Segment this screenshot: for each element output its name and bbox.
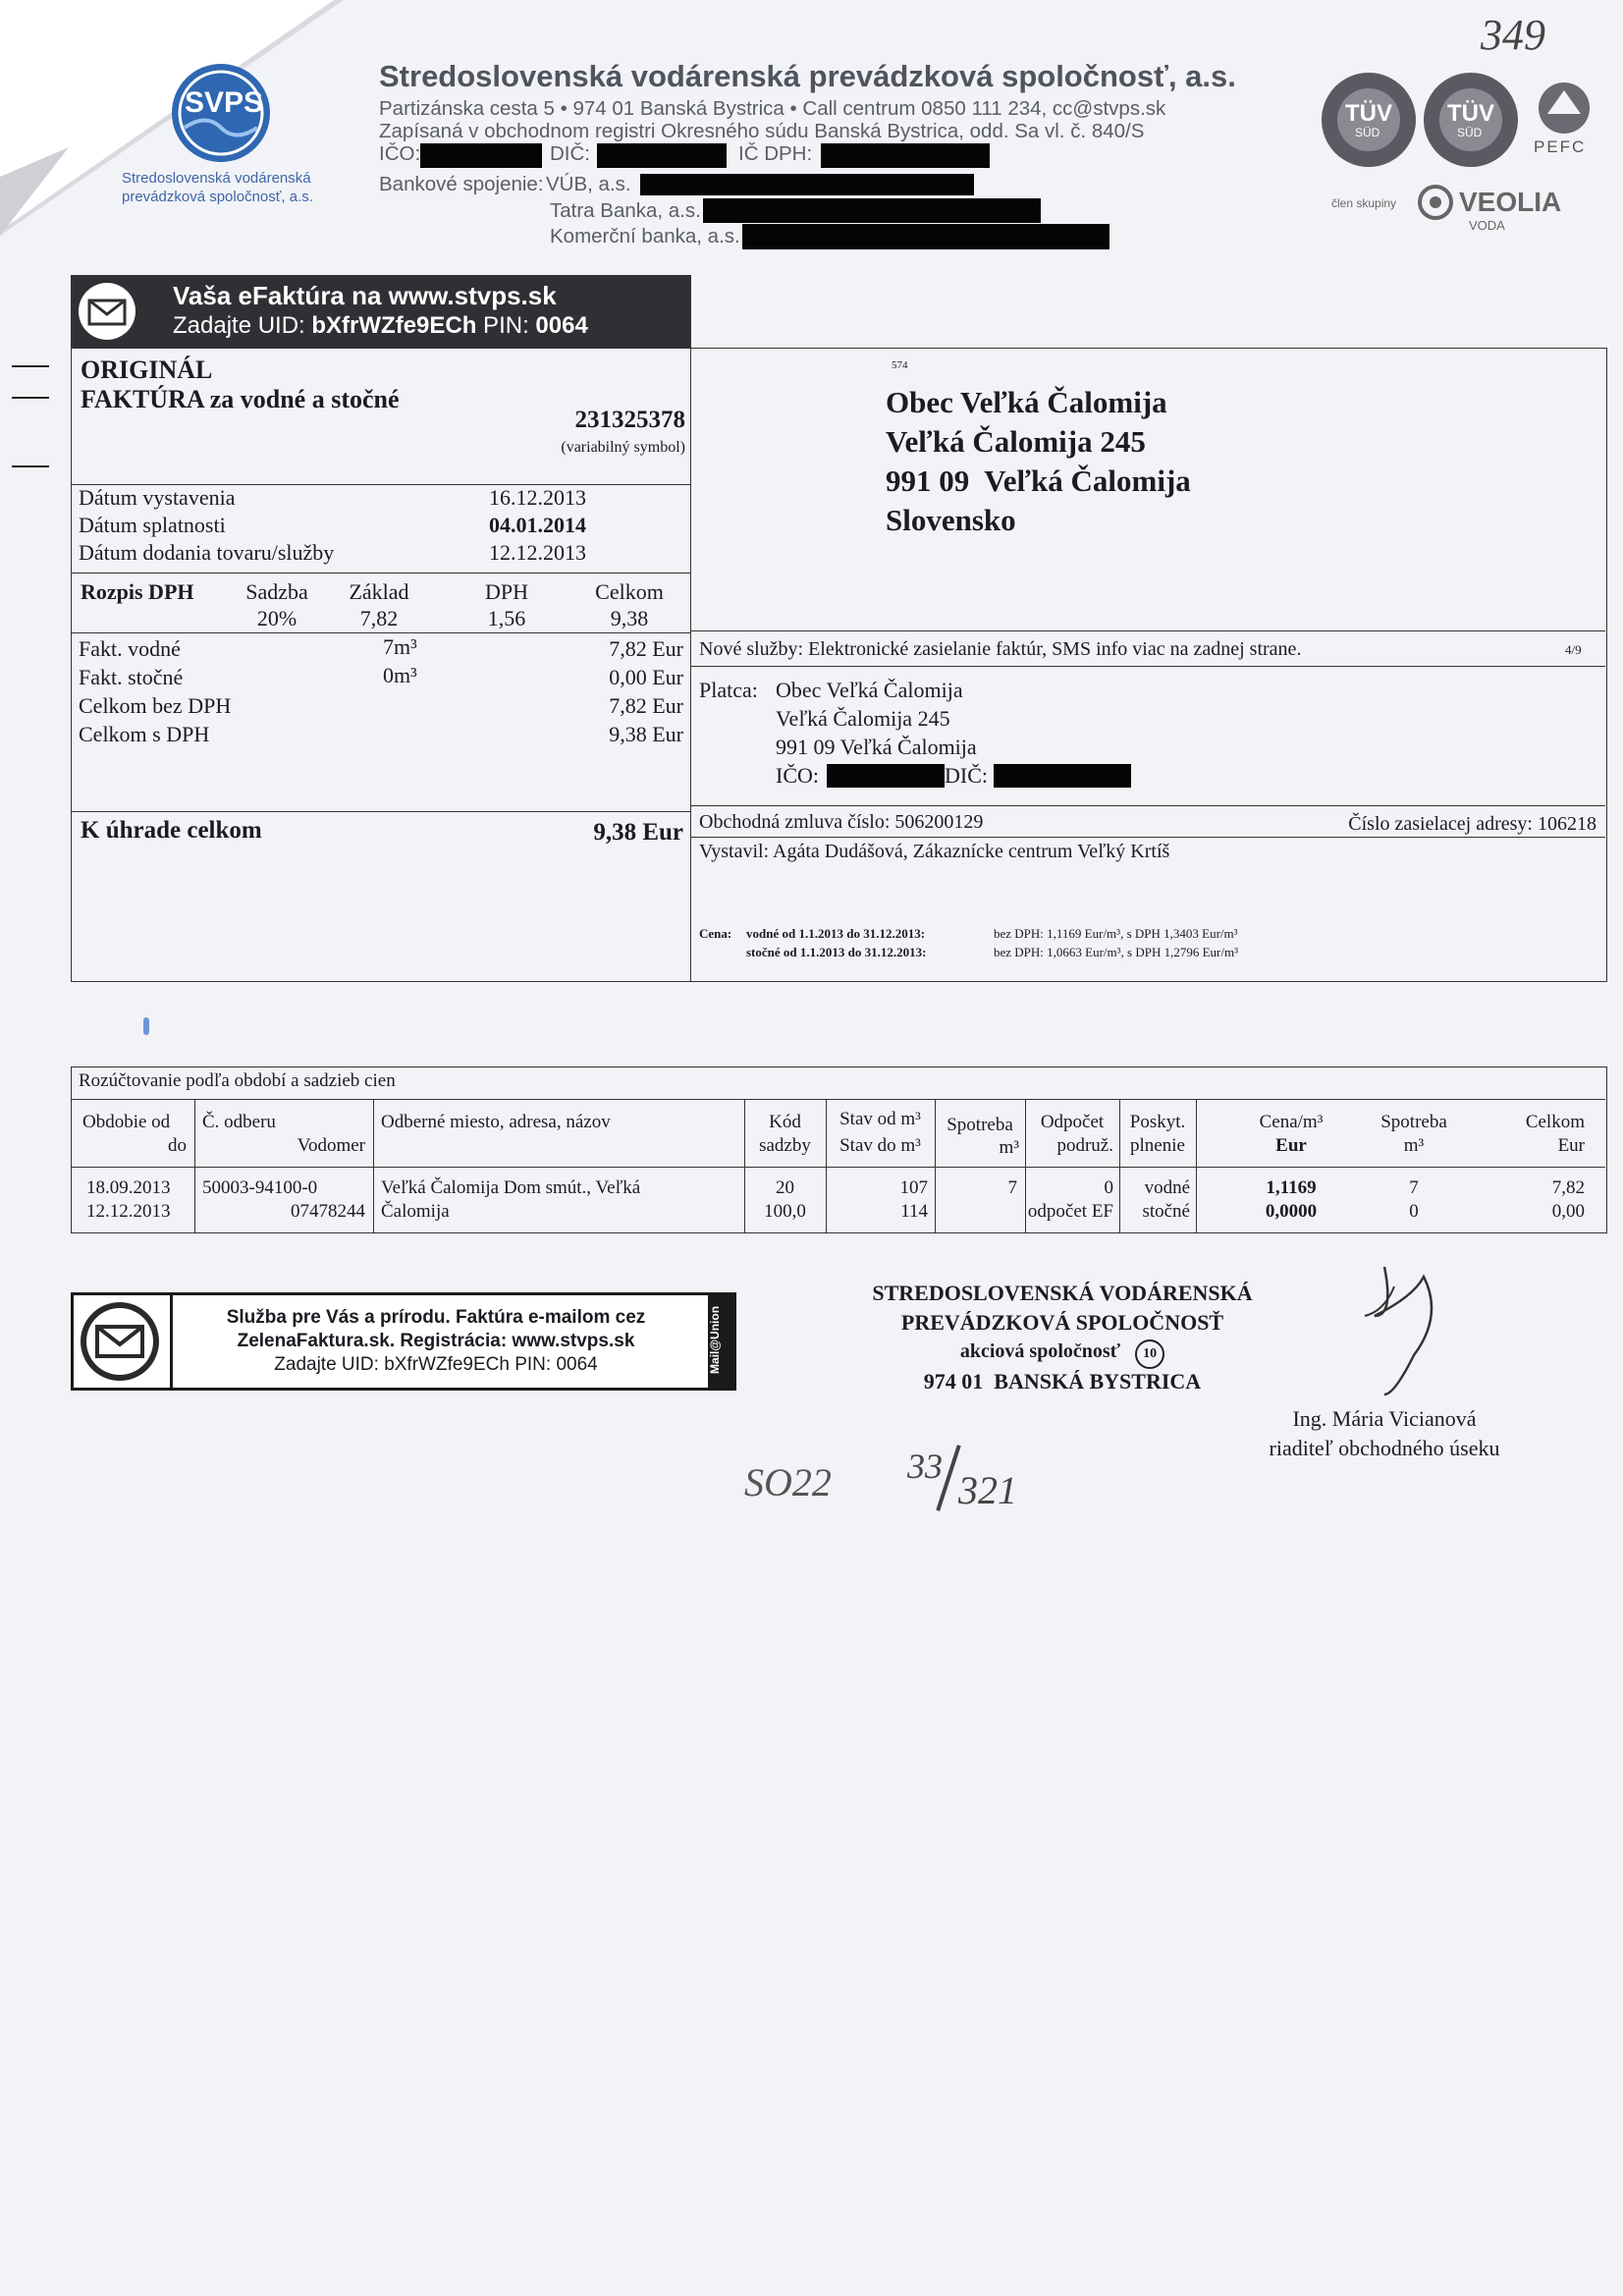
invoice-frame [71,348,1607,982]
hdr-cena-1: Cena/m³ [1259,1112,1324,1132]
hdr-miesto: Odberné miesto, adresa, názov [381,1112,611,1132]
dph-header: Sadzba [245,579,308,604]
row-spotreba: 7 [1007,1177,1017,1198]
row-stav-od: 107 [899,1177,928,1198]
member-label: člen skupiny [1331,196,1397,210]
recipient-line2: Veľká Čalomija 245 [886,424,1146,459]
payer-ico-label: IČO: [776,763,819,788]
green-line2: ZelenaFaktura.sk. Registrácia: www.stvps.sk [237,1331,635,1351]
green-line3: Zadajte UID: bXfrWZfe9ECh PIN: 0064 [274,1354,598,1375]
company-address: Partizánska cesta 5 • 974 01 Banská Bystrica • Call centrum 0850 111 234, cc@stvps.sk [379,97,1166,120]
hdr-odber-2: Vodomer [297,1135,365,1156]
redaction-payer-ico [827,764,945,788]
recipient-line3: 991 09 Veľká Čalomija [886,464,1191,498]
invoice-title-bold: FAKTÚRA [81,385,204,413]
pefc-logo: PEFC [1528,79,1600,167]
col-line-1 [194,1099,195,1232]
issued-by: Vystavil: Agáta Dudášová, Zákaznícke centrum Veľký Krtíš [699,841,1170,862]
recipient-line4: Slovensko [886,503,1016,537]
signature [1355,1257,1463,1404]
tuv-badge-1: TÜV SÜD [1320,71,1418,169]
row-odpocet-1: 0 [1104,1177,1113,1198]
dph-title: Rozpis DPH [81,579,194,604]
payer-line3: 991 09 Veľká Čalomija [776,735,977,759]
row-miesto-2: Čalomija [381,1201,450,1222]
prices-row1-name: vodné od 1.1.2013 do 31.12.2013: [746,926,926,941]
row-plnenie-1: vodné [1144,1177,1190,1198]
hdr-spotreba2-1: Spotreba [1380,1112,1447,1132]
green-divider [170,1295,173,1388]
item-label: Celkom bez DPH [79,693,232,718]
row-plnenie-2: stočné [1142,1201,1190,1222]
company-icdph-label: IČ DPH: [738,142,813,165]
hdr-poskyt-2: plnenie [1130,1135,1185,1156]
variable-symbol: 231325378 [574,407,685,433]
dph-header: Celkom [595,579,664,604]
total-value: 9,38 Eur [593,819,683,846]
veolia-sub: VODA [1469,218,1505,233]
col-line-2 [373,1099,374,1232]
breakdown-title: Rozúčtovanie podľa období a sadzieb cien [79,1070,396,1091]
signatory-role: riaditeľ obchodného úseku [1269,1436,1500,1460]
services-top-line [690,630,1605,631]
stamp-line3-text: akciová spoločnosť [959,1340,1121,1362]
stamp-mark: 10 [1135,1339,1164,1369]
redaction-bank-2 [703,198,1041,223]
date-value: 04.01.2014 [489,513,586,537]
redaction-dic [597,143,727,168]
efaktura-pin: 0064 [535,312,588,339]
handwritten-fraction-bottom: 321 [958,1468,1017,1512]
dph-value: 7,82 [359,606,399,630]
company-register: Zapísaná v obchodnom registri Okresného súdu Banská Bystrica, odd. Sa vl. č. 840/S [379,120,1145,142]
redaction-bank-3 [742,224,1109,249]
handwritten-page-number: 349 [1481,11,1545,59]
fold-mark-3 [12,465,49,467]
item-amount: 9,38 Eur [609,722,683,746]
logo-text: SVPS [185,86,264,119]
hdr-kod-2: sadzby [759,1135,811,1156]
company-dic-label: DIČ: [550,142,590,165]
efaktura-uid-label: Zadajte UID: [173,312,312,339]
dph-header: Základ [349,579,409,604]
item-label: Fakt. vodné [79,636,181,661]
bank-label: Bankové spojenie: [379,173,544,195]
item-amount: 0,00 Eur [609,665,683,689]
services-note: Nové služby: Elektronické zasielanie faktúr, SMS info viac na zadnej strane. [699,638,1302,660]
green-envelope-icon [78,1299,162,1384]
company-name: Stredoslovenská vodárenská prevádzková spoločnosť, a.s. [379,59,1236,93]
dph-value: 20% [256,606,298,630]
date-label: Dátum vystavenia [79,485,236,510]
dph-value: 9,38 [610,606,649,630]
efaktura-uid: bXfrWZfe9ECh [311,312,477,339]
row-od: 18.09.2013 [86,1177,171,1198]
efaktura-line2 [173,312,588,340]
payer-label: Platca: [699,678,758,702]
stamp-line2: PREVÁDZKOVÁ SPOLOČNOSŤ [900,1310,1224,1335]
hdr-poskyt-1: Poskyt. [1129,1112,1186,1132]
efaktura-pin-label: PIN: [476,312,536,339]
dph-header: DPH [484,579,528,604]
total-label: K úhrade celkom [81,817,262,844]
hdr-odber-1: Č. odberu [202,1112,276,1132]
envelope-icon [77,281,137,342]
hdr-kod-1: Kód [769,1112,801,1132]
stamp-line3 [856,1339,1269,1369]
date-label: Dátum splatnosti [79,513,226,537]
payer-top-line [690,666,1605,667]
row-do: 12.12.2013 [86,1201,171,1222]
signatory-name: Ing. Mária Vicianová [1292,1406,1477,1431]
item-amount: 7,82 Eur [609,636,683,661]
row-kod-1: 20 [776,1177,794,1198]
prices-row2-name: stočné od 1.1.2013 do 31.12.2013: [746,945,927,959]
date-label: Dátum dodania tovaru/služby [79,540,335,565]
dph-value: 1,56 [487,606,526,630]
payer-line1: Obec Veľká Čalomija [776,678,963,702]
date-value: 12.12.2013 [489,540,586,565]
stamp-line1: STREDOSLOVENSKÁ VODÁRENSKÁ [872,1281,1253,1305]
company-ico-label: IČO: [379,142,421,165]
bank-2: Tatra Banka, a.s. [550,199,701,222]
handwritten-note: SO22 [744,1460,832,1504]
row-celkom-1: 7,82 [1551,1177,1585,1198]
hdr-celkom-2: Eur [1557,1135,1585,1156]
item-amount: 7,82 Eur [609,693,683,718]
row-cena-1: 1,1169 [1266,1177,1317,1198]
company-logo [167,59,275,167]
bank-3: Komerční banka, a.s. [550,225,740,247]
row-spotreba2-2: 0 [1409,1201,1419,1222]
hdr-spotreba-1: Spotreba [947,1115,1013,1135]
payer-line2: Veľká Čalomija 245 [776,706,950,731]
row-spotreba2-1: 7 [1409,1177,1419,1198]
redaction-ico [420,143,542,168]
breakdown-header-bottom [71,1167,1605,1168]
prices-row2-value: bez DPH: 1,0663 Eur/m³, s DPH 1,2796 Eur/m³ [994,945,1239,959]
services-page: 4/9 [1565,642,1582,657]
col-line-8 [1196,1099,1197,1232]
logo-caption-2: prevádzková spoločnosť, a.s. [122,189,313,205]
issued-top-line [690,837,1605,838]
efaktura-line1: Vaša eFaktúra na www.stvps.sk [173,281,557,310]
hdr-obdobie-1: Obdobie od [82,1112,171,1132]
redaction-icdph [821,143,990,168]
hdr-spotreba2-2: m³ [1403,1135,1425,1156]
date-value: 16.12.2013 [489,485,586,510]
contract-label: Obchodná zmluva číslo: 506200129 [699,811,984,833]
invoice-title-rest: za vodné a stočné [203,385,400,413]
original-label: ORIGINÁL [81,355,213,384]
row-vodomer: 07478244 [291,1201,365,1222]
fold-mark-1 [12,365,49,367]
green-line1: Služba pre Vás a prírodu. Faktúra e-mailom cez [226,1307,646,1328]
logo-caption-1: Stredoslovenská vodárenská [122,170,311,187]
row-odpocet-2: odpočet EF [1027,1201,1113,1222]
invoice-title [81,385,400,414]
redaction-payer-dic [994,764,1131,788]
veolia-icon [1418,185,1453,220]
prices-row1-value: bez DPH: 1,1169 Eur/m³, s DPH 1,3403 Eur/m³ [994,926,1238,941]
hdr-cena-2: Eur [1275,1135,1307,1156]
recipient-line1: Obec Veľká Čalomija [886,385,1167,419]
item-label: Celkom s DPH [79,722,210,746]
redaction-bank-1 [640,174,974,195]
ink-mark [143,1017,149,1035]
hdr-stav-1: Stav od m³ [839,1109,921,1129]
veolia-text: VEOLIA [1459,187,1562,217]
recipient-code: 574 [892,359,908,371]
hdr-odpocet-2: podruž. [1056,1135,1113,1156]
hdr-spotreba-2: m³ [999,1137,1019,1158]
green-service-box [71,1292,736,1391]
hdr-obdobie-2: do [168,1135,187,1156]
hdr-stav-2: Stav do m³ [839,1135,921,1156]
green-side-tag: Mail@Union [708,1305,722,1374]
handwritten-fraction-top: 33 [907,1447,943,1486]
item-qty: 7m³ [383,634,417,659]
row-miesto-1: Veľká Čalomija Dom smút., Veľká [381,1177,641,1198]
bank-1: VÚB, a.s. [546,173,631,195]
breakdown-header-top [71,1099,1605,1100]
variable-symbol-label: (variabilný symbol) [561,439,685,456]
fold-mark-2 [12,397,49,399]
contract-address: Číslo zasielacej adresy: 106218 [1348,813,1596,835]
item-label: Fakt. stočné [79,665,184,689]
row-kod-2: 100,0 [764,1201,806,1222]
row-odber: 50003-94100-0 [202,1177,318,1198]
row-cena-2: 0,0000 [1265,1201,1318,1222]
tuv-badge-2: TÜV SÜD [1422,71,1520,169]
row-celkom-2: 0,00 [1551,1201,1585,1222]
prices-label: Cena: [699,926,732,941]
stamp-line4: 974 01 BANSKÁ BYSTRICA [923,1369,1202,1394]
total-top-line [71,811,691,812]
payer-dic-label: DIČ: [945,763,988,788]
hdr-celkom-1: Celkom [1525,1112,1585,1132]
efaktura-banner [71,275,691,348]
item-qty: 0m³ [383,663,417,687]
contract-top-line [690,805,1605,806]
row-stav-do: 114 [900,1201,928,1222]
hdr-odpocet-1: Odpočet [1040,1112,1105,1132]
